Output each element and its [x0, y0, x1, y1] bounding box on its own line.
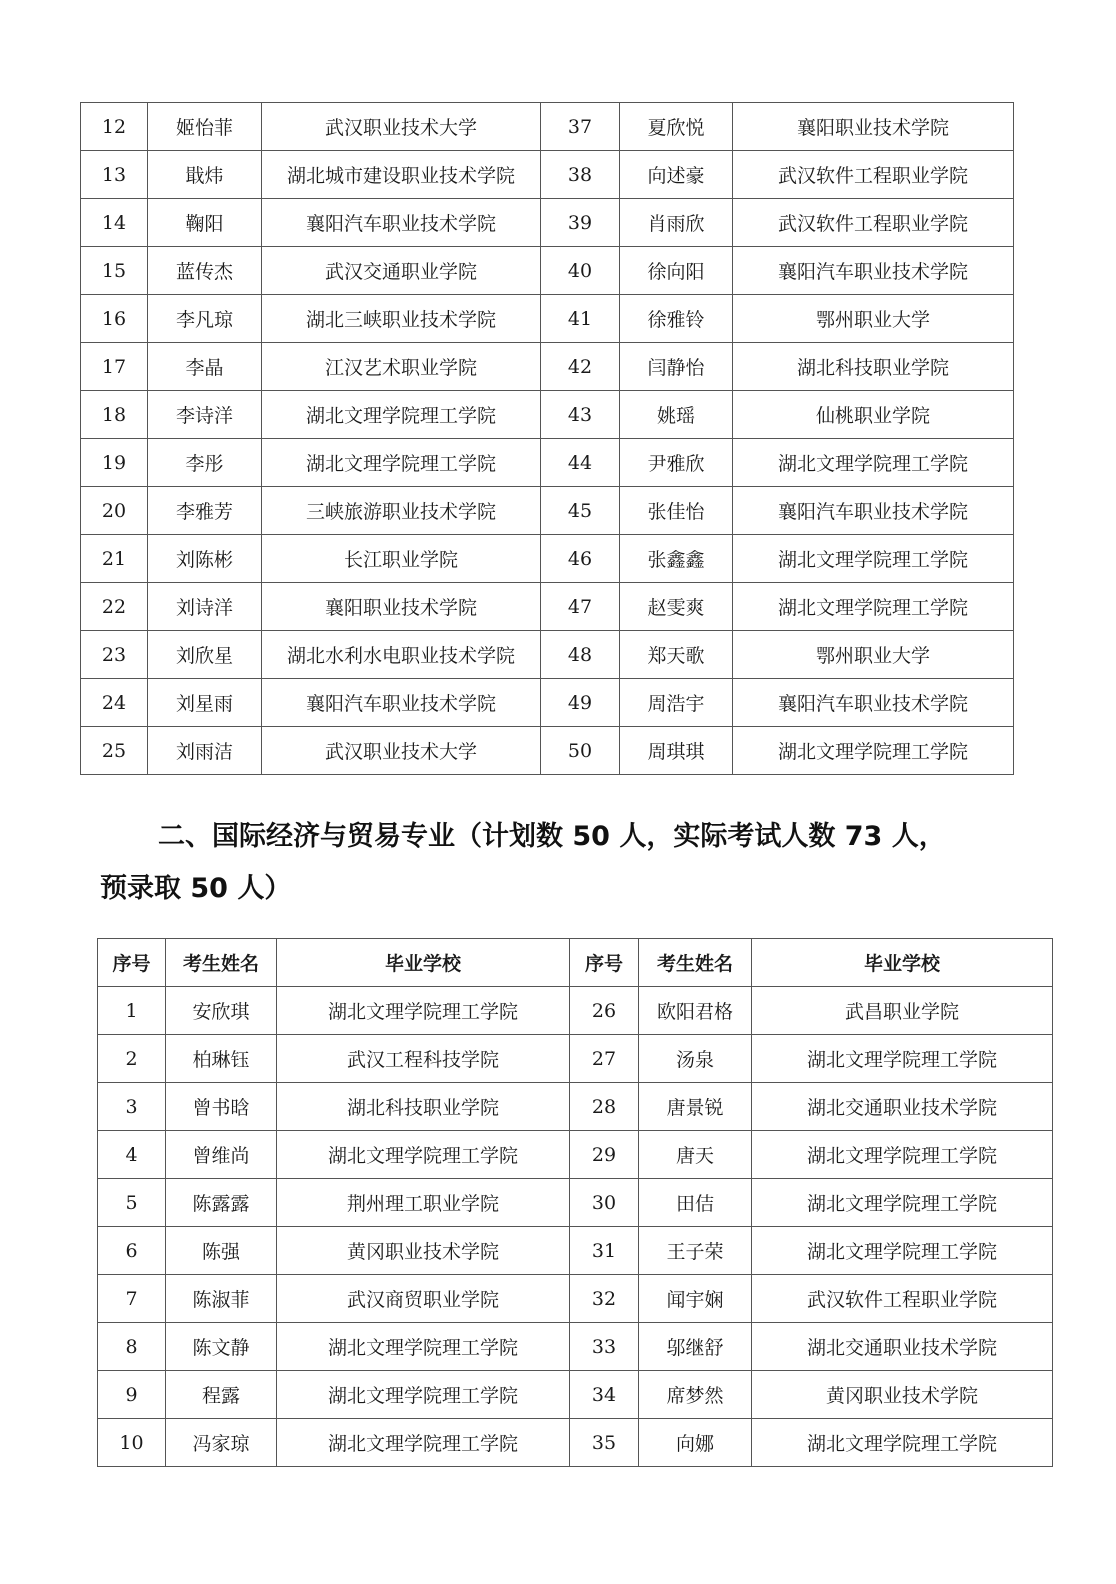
table-row	[81, 535, 1014, 583]
table-row	[98, 1131, 1053, 1179]
cell-name: 周琪琪	[620, 727, 733, 775]
table-row	[81, 295, 1014, 343]
table-row	[98, 1419, 1053, 1467]
cell-name: 肖雨欣	[620, 199, 733, 247]
cell-index: 22	[81, 583, 148, 631]
cell-index: 31	[570, 1227, 639, 1275]
cell-name: 郑天歌	[620, 631, 733, 679]
cell-school: 湖北三峡职业技术学院	[262, 295, 541, 343]
cell-index: 3	[98, 1083, 166, 1131]
cell-school: 湖北文理学院理工学院	[733, 535, 1014, 583]
cell-name: 田佶	[639, 1179, 752, 1227]
cell-school: 湖北文理学院理工学院	[277, 1419, 570, 1467]
cell-index: 39	[541, 199, 620, 247]
cell-index: 30	[570, 1179, 639, 1227]
cell-school: 江汉艺术职业学院	[262, 343, 541, 391]
cell-index: 5	[98, 1179, 166, 1227]
cell-index: 27	[570, 1035, 639, 1083]
cell-index: 37	[541, 103, 620, 151]
cell-school: 湖北文理学院理工学院	[733, 583, 1014, 631]
cell-name: 陈淑菲	[166, 1275, 277, 1323]
cell-school: 武汉交通职业学院	[262, 247, 541, 295]
cell-name: 唐景锐	[639, 1083, 752, 1131]
cell-index: 13	[81, 151, 148, 199]
cell-name: 向述豪	[620, 151, 733, 199]
cell-name: 欧阳君格	[639, 987, 752, 1035]
cell-index: 1	[98, 987, 166, 1035]
table-body	[81, 103, 1014, 775]
cell-name: 曾书晗	[166, 1083, 277, 1131]
table-row	[81, 103, 1014, 151]
table-row	[81, 343, 1014, 391]
cell-name: 尹雅欣	[620, 439, 733, 487]
cell-index: 24	[81, 679, 148, 727]
cell-school: 湖北文理学院理工学院	[752, 1035, 1053, 1083]
cell-name: 汤泉	[639, 1035, 752, 1083]
cell-index: 34	[570, 1371, 639, 1419]
header-index: 序号	[570, 939, 639, 987]
cell-index: 40	[541, 247, 620, 295]
cell-school: 湖北科技职业学院	[277, 1083, 570, 1131]
cell-index: 23	[81, 631, 148, 679]
table-row	[81, 199, 1014, 247]
cell-school: 湖北文理学院理工学院	[277, 987, 570, 1035]
table-row	[98, 1227, 1053, 1275]
header-name: 考生姓名	[166, 939, 277, 987]
table-row	[98, 987, 1053, 1035]
table-row	[81, 439, 1014, 487]
cell-name: 程露	[166, 1371, 277, 1419]
cell-school: 湖北文理学院理工学院	[752, 1131, 1053, 1179]
cell-index: 28	[570, 1083, 639, 1131]
cell-name: 陈露露	[166, 1179, 277, 1227]
cell-name: 张鑫鑫	[620, 535, 733, 583]
cell-school: 湖北文理学院理工学院	[733, 727, 1014, 775]
cell-index: 44	[541, 439, 620, 487]
cell-school: 襄阳职业技术学院	[262, 583, 541, 631]
table-row	[98, 1035, 1053, 1083]
table-row	[81, 679, 1014, 727]
header-school: 毕业学校	[277, 939, 570, 987]
cell-school: 湖北文理学院理工学院	[262, 439, 541, 487]
cell-name: 闫静怡	[620, 343, 733, 391]
cell-name: 邬继舒	[639, 1323, 752, 1371]
cell-name: 鞠阳	[148, 199, 262, 247]
cell-index: 33	[570, 1323, 639, 1371]
header-name: 考生姓名	[639, 939, 752, 987]
cell-name: 刘星雨	[148, 679, 262, 727]
cell-name: 陈文静	[166, 1323, 277, 1371]
cell-school: 湖北文理学院理工学院	[262, 391, 541, 439]
cell-index: 50	[541, 727, 620, 775]
cell-school: 鄂州职业大学	[733, 631, 1014, 679]
cell-index: 47	[541, 583, 620, 631]
cell-name: 李晶	[148, 343, 262, 391]
cell-name: 刘诗洋	[148, 583, 262, 631]
admission-table-continued	[80, 102, 1014, 775]
cell-name: 李诗洋	[148, 391, 262, 439]
cell-index: 49	[541, 679, 620, 727]
cell-index: 20	[81, 487, 148, 535]
cell-name: 席梦然	[639, 1371, 752, 1419]
cell-school: 襄阳汽车职业技术学院	[733, 247, 1014, 295]
cell-index: 43	[541, 391, 620, 439]
cell-index: 9	[98, 1371, 166, 1419]
table-row	[98, 1323, 1053, 1371]
cell-index: 41	[541, 295, 620, 343]
cell-school: 武汉软件工程职业学院	[752, 1275, 1053, 1323]
cell-name: 徐雅铃	[620, 295, 733, 343]
cell-school: 湖北文理学院理工学院	[752, 1227, 1053, 1275]
cell-name: 刘雨洁	[148, 727, 262, 775]
cell-school: 武昌职业学院	[752, 987, 1053, 1035]
cell-school: 湖北科技职业学院	[733, 343, 1014, 391]
cell-name: 姬怡菲	[148, 103, 262, 151]
cell-school: 武汉软件工程职业学院	[733, 151, 1014, 199]
cell-school: 湖北文理学院理工学院	[277, 1131, 570, 1179]
table-row	[98, 1275, 1053, 1323]
cell-index: 26	[570, 987, 639, 1035]
table-row	[81, 247, 1014, 295]
cell-school: 襄阳汽车职业技术学院	[262, 199, 541, 247]
table-header-row	[98, 939, 1053, 987]
cell-index: 19	[81, 439, 148, 487]
cell-name: 徐向阳	[620, 247, 733, 295]
cell-school: 襄阳汽车职业技术学院	[733, 487, 1014, 535]
cell-name: 王子荣	[639, 1227, 752, 1275]
table-row	[81, 391, 1014, 439]
cell-school: 湖北文理学院理工学院	[277, 1323, 570, 1371]
cell-index: 46	[541, 535, 620, 583]
table-row	[81, 631, 1014, 679]
cell-school: 鄂州职业大学	[733, 295, 1014, 343]
cell-index: 38	[541, 151, 620, 199]
cell-name: 冯家琼	[166, 1419, 277, 1467]
cell-school: 襄阳职业技术学院	[733, 103, 1014, 151]
cell-name: 蓝传杰	[148, 247, 262, 295]
table-body	[98, 987, 1053, 1467]
cell-school: 三峡旅游职业技术学院	[262, 487, 541, 535]
cell-school: 仙桃职业学院	[733, 391, 1014, 439]
cell-index: 8	[98, 1323, 166, 1371]
cell-index: 10	[98, 1419, 166, 1467]
cell-index: 48	[541, 631, 620, 679]
cell-name: 周浩宇	[620, 679, 733, 727]
header-index: 序号	[98, 939, 166, 987]
cell-index: 2	[98, 1035, 166, 1083]
cell-school: 湖北交通职业技术学院	[752, 1323, 1053, 1371]
cell-index: 42	[541, 343, 620, 391]
cell-school: 湖北文理学院理工学院	[277, 1371, 570, 1419]
cell-school: 湖北文理学院理工学院	[733, 439, 1014, 487]
cell-name: 曾维尚	[166, 1131, 277, 1179]
cell-name: 唐天	[639, 1131, 752, 1179]
cell-name: 姚瑶	[620, 391, 733, 439]
cell-index: 25	[81, 727, 148, 775]
cell-school: 武汉职业技术大学	[262, 727, 541, 775]
cell-name: 夏欣悦	[620, 103, 733, 151]
cell-index: 35	[570, 1419, 639, 1467]
cell-school: 湖北水利水电职业技术学院	[262, 631, 541, 679]
cell-name: 张佳怡	[620, 487, 733, 535]
cell-index: 6	[98, 1227, 166, 1275]
cell-index: 17	[81, 343, 148, 391]
cell-name: 安欣琪	[166, 987, 277, 1035]
cell-name: 李雅芳	[148, 487, 262, 535]
table-row	[98, 1371, 1053, 1419]
cell-index: 12	[81, 103, 148, 151]
cell-name: 刘欣星	[148, 631, 262, 679]
cell-school: 湖北城市建设职业技术学院	[262, 151, 541, 199]
table-row	[81, 151, 1014, 199]
cell-index: 14	[81, 199, 148, 247]
cell-index: 18	[81, 391, 148, 439]
cell-school: 襄阳汽车职业技术学院	[262, 679, 541, 727]
cell-school: 湖北文理学院理工学院	[752, 1419, 1053, 1467]
section-heading: 二、国际经济与贸易专业（计划数 50 人，实际考试人数 73 人，	[158, 821, 946, 852]
cell-name: 李凡琼	[148, 295, 262, 343]
section-heading-continued: 预录取 50 人）	[100, 873, 292, 904]
cell-school: 武汉职业技术大学	[262, 103, 541, 151]
cell-index: 16	[81, 295, 148, 343]
cell-school: 湖北交通职业技术学院	[752, 1083, 1053, 1131]
cell-name: 刘陈彬	[148, 535, 262, 583]
cell-name: 陈强	[166, 1227, 277, 1275]
cell-name: 赵雯爽	[620, 583, 733, 631]
cell-name: 柏琳钰	[166, 1035, 277, 1083]
cell-school: 武汉工程科技学院	[277, 1035, 570, 1083]
cell-name: 闻宇娴	[639, 1275, 752, 1323]
table-row	[81, 727, 1014, 775]
table-row	[98, 1179, 1053, 1227]
cell-school: 黄冈职业技术学院	[752, 1371, 1053, 1419]
cell-index: 29	[570, 1131, 639, 1179]
cell-school: 长江职业学院	[262, 535, 541, 583]
cell-school: 武汉软件工程职业学院	[733, 199, 1014, 247]
cell-name: 戢炜	[148, 151, 262, 199]
cell-index: 21	[81, 535, 148, 583]
cell-school: 黄冈职业技术学院	[277, 1227, 570, 1275]
header-school: 毕业学校	[752, 939, 1053, 987]
table-row	[81, 487, 1014, 535]
cell-school: 荆州理工职业学院	[277, 1179, 570, 1227]
cell-school: 湖北文理学院理工学院	[752, 1179, 1053, 1227]
cell-index: 7	[98, 1275, 166, 1323]
cell-name: 李彤	[148, 439, 262, 487]
cell-index: 32	[570, 1275, 639, 1323]
cell-name: 向娜	[639, 1419, 752, 1467]
cell-school: 襄阳汽车职业技术学院	[733, 679, 1014, 727]
cell-index: 15	[81, 247, 148, 295]
admission-table-international-trade	[97, 938, 1053, 1467]
cell-school: 武汉商贸职业学院	[277, 1275, 570, 1323]
table-row	[98, 1083, 1053, 1131]
table-row	[81, 583, 1014, 631]
cell-index: 45	[541, 487, 620, 535]
cell-index: 4	[98, 1131, 166, 1179]
